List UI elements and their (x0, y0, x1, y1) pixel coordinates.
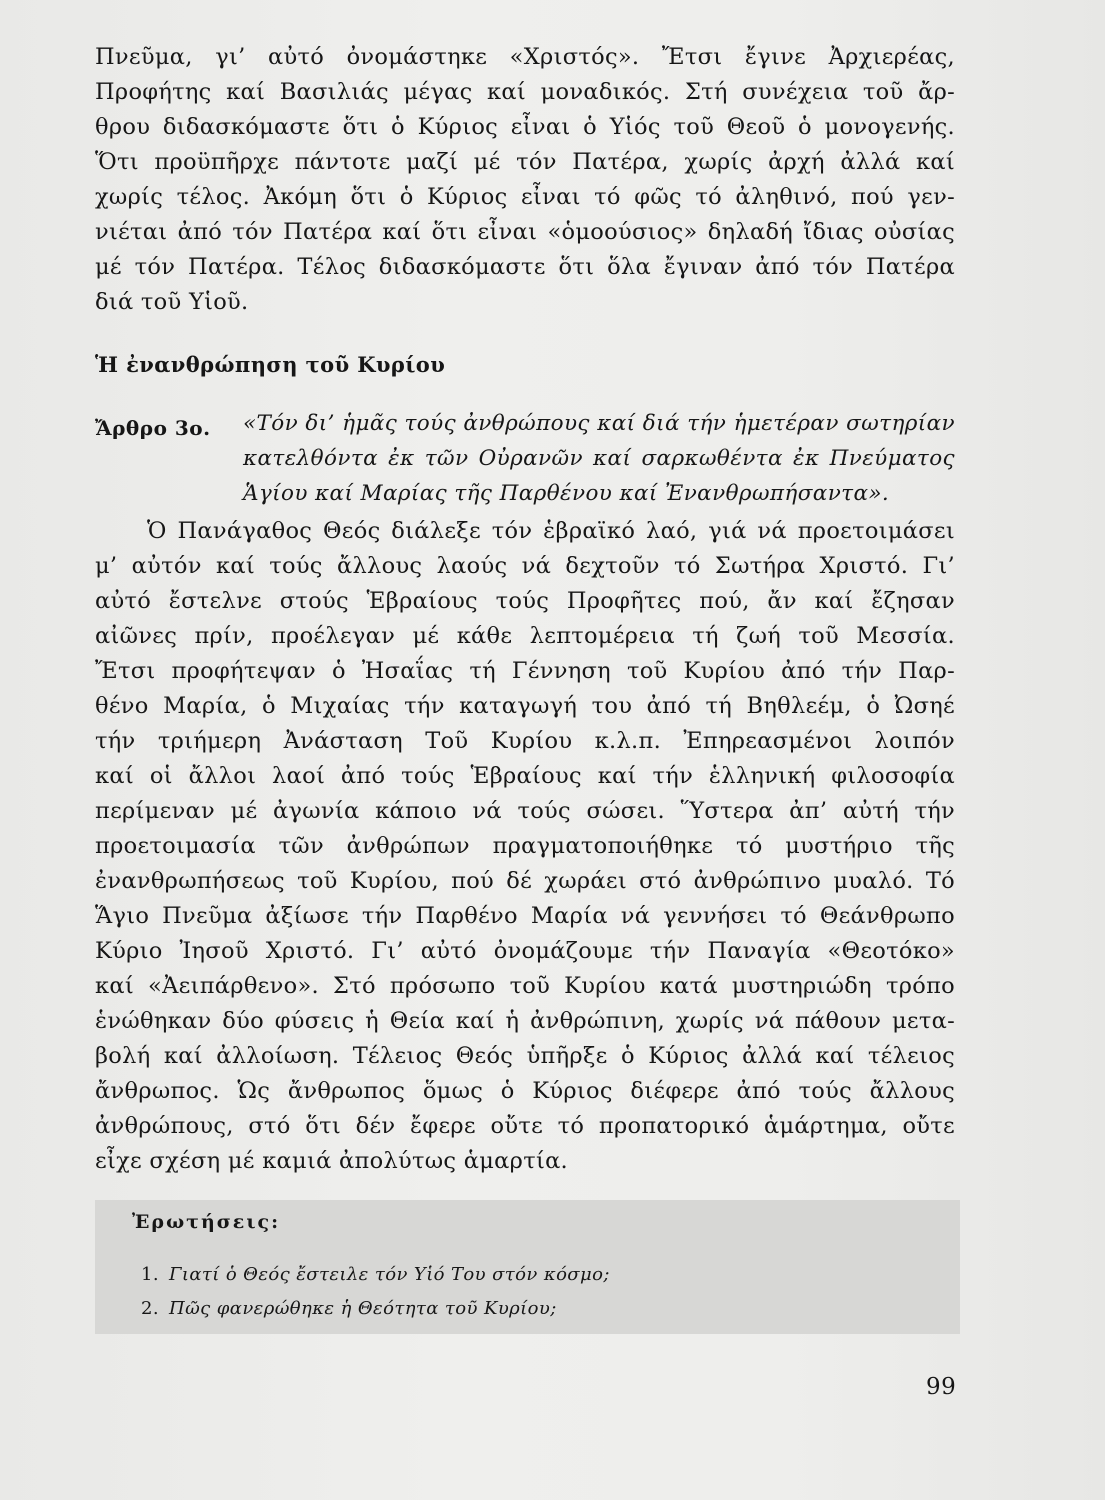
text-line: μ’ αὐτόν καί τούς ἄλλους λαούς νά δεχτοῦν τό Σωτήρα Χριστό. Γι’ (95, 553, 955, 579)
text-line: θένο Μαρία, ὁ Μιχαίας τήν καταγωγή του ἀπό τή Βηθλεέμ, ὁ Ὠσηέ (95, 693, 955, 719)
question-text: Πῶς φανερώθηκε ἡ Θεότητα τοῦ Κυρίου; (168, 1298, 557, 1319)
text-line: προετοιμασία τῶν ἀνθρώπων πραγματοποιήθηκε τό μυστήριο τῆς (95, 833, 955, 859)
article-label: Ἄρθρο 3ο. (95, 416, 211, 440)
question-number: 2. (141, 1298, 159, 1319)
text-line: Πνεῦμα, γι’ αὐτό ὀνομάστηκε «Χριστός». Ἔτσι ἔγινε Ἀρχιερέας, (95, 44, 955, 70)
questions-title: Ἐρωτήσεις: (132, 1211, 281, 1233)
quote-line: Ἁγίου καί Μαρίας τῆς Παρθένου καί Ἐνανθρωπήσαντα». (243, 481, 890, 506)
text-line: χωρίς τέλος. Ἀκόμη ὅτι ὁ Κύριος εἶναι τό φῶς τό ἀληθινό, πού γεν- (95, 184, 955, 210)
text-line: διά τοῦ Υἱοῦ. (95, 289, 249, 315)
text-line: βολή καί ἀλλοίωση. Τέλειος Θεός ὑπῆρξε ὁ Κύριος ἀλλά καί τέλειος (95, 1043, 955, 1069)
text-line: ἄνθρωπος. Ὡς ἄνθρωπος ὅμως ὁ Κύριος διέφερε ἀπό τούς ἄλλους (95, 1078, 955, 1104)
section-heading: Ἡ ἐνανθρώπηση τοῦ Κυρίου (95, 352, 446, 377)
text-line: αὐτό ἔστελνε στούς Ἑβραίους τούς Προφῆτες πού, ἄν καί ἔζησαν (95, 588, 955, 614)
text-line: τήν τριήμερη Ἀνάσταση Τοῦ Κυρίου κ.λ.π. Ἐπηρεασμένοι λοιπόν (95, 728, 955, 754)
main-paragraph (95, 514, 955, 1179)
page-number: 99 (926, 1374, 957, 1400)
text-line: περίμεναν μέ ἀγωνία κάποιο νά τούς σώσει. Ὕστερα ἀπ’ αὐτή τήν (95, 798, 955, 824)
intro-paragraph (95, 40, 955, 320)
creed-quote (243, 406, 955, 511)
text-line: ἑνώθηκαν δύο φύσεις ἡ Θεία καί ἡ ἀνθρώπινη, χωρίς νά πάθουν μετα- (95, 1008, 955, 1034)
text-line: Ἅγιο Πνεῦμα ἀξίωσε τήν Παρθένο Μαρία νά γεννήσει τό Θεάνθρωπο (95, 903, 955, 929)
quote-line: «Τόν δι’ ἡμᾶς τούς ἀνθρώπους καί διά τήν ἡμετέραν σωτηρίαν (243, 411, 955, 436)
text-line: Ὅτι προϋπῆρχε πάντοτε μαζί μέ τόν Πατέρα, χωρίς ἀρχή ἀλλά καί (95, 149, 955, 175)
text-line: εἶχε σχέση μέ καμιά ἀπολύτως ἁμαρτία. (95, 1148, 569, 1174)
text-line: Προφήτης καί Βασιλιάς μέγας καί μοναδικός. Στή συνέχεια τοῦ ἄρ- (95, 79, 955, 105)
question-item (141, 1298, 557, 1319)
text-line: καί οἱ ἄλλοι λαοί ἀπό τούς Ἑβραίους καί τήν ἑλληνική φιλοσοφία (95, 763, 955, 789)
quote-line: κατελθόντα ἐκ τῶν Οὐρανῶν καί σαρκωθέντα ἐκ Πνεύματος (243, 446, 955, 471)
text-line: νιέται ἀπό τόν Πατέρα καί ὅτι εἶναι «ὁμοούσιος» δηλαδή ἴδιας οὐσίας (95, 219, 955, 245)
text-line: Κύριο Ἰησοῦ Χριστό. Γι’ αὐτό ὀνομάζουμε τήν Παναγία «Θεοτόκο» (95, 938, 955, 964)
text-line: ἀνθρώπους, στό ὅτι δέν ἔφερε οὔτε τό προπατορικό ἁμάρτημα, οὔτε (95, 1113, 955, 1139)
text-line: καί «Ἀειπάρθενο». Στό πρόσωπο τοῦ Κυρίου κατά μυστηριώδη τρόπο (95, 973, 955, 999)
question-number: 1. (141, 1264, 159, 1285)
text-line: ἐνανθρωπήσεως τοῦ Κυρίου, πού δέ χωράει στό ἀνθρώπινο μυαλό. Τό (95, 868, 955, 894)
question-item (141, 1264, 610, 1285)
text-line: μέ τόν Πατέρα. Τέλος διδασκόμαστε ὅτι ὅλα ἔγιναν ἀπό τόν Πατέρα (95, 254, 955, 280)
text-line: θρου διδασκόμαστε ὅτι ὁ Κύριος εἶναι ὁ Υἱός τοῦ Θεοῦ ὁ μονογενής. (95, 114, 955, 140)
question-text: Γιατί ὁ Θεός ἔστειλε τόν Υἱό Του στόν κόσμο; (168, 1264, 610, 1285)
text-line: αἰῶνες πρίν, προέλεγαν μέ κάθε λεπτομέρεια τή ζωή τοῦ Μεσσία. (95, 623, 955, 649)
text-line: Ὁ Πανάγαθος Θεός διάλεξε τόν ἑβραϊκό λαό, γιά νά προετοιμάσει (147, 518, 955, 544)
text-line: Ἔτσι προφήτεψαν ὁ Ἠσαΐας τή Γέννηση τοῦ Κυρίου ἀπό τήν Παρ- (95, 658, 955, 684)
